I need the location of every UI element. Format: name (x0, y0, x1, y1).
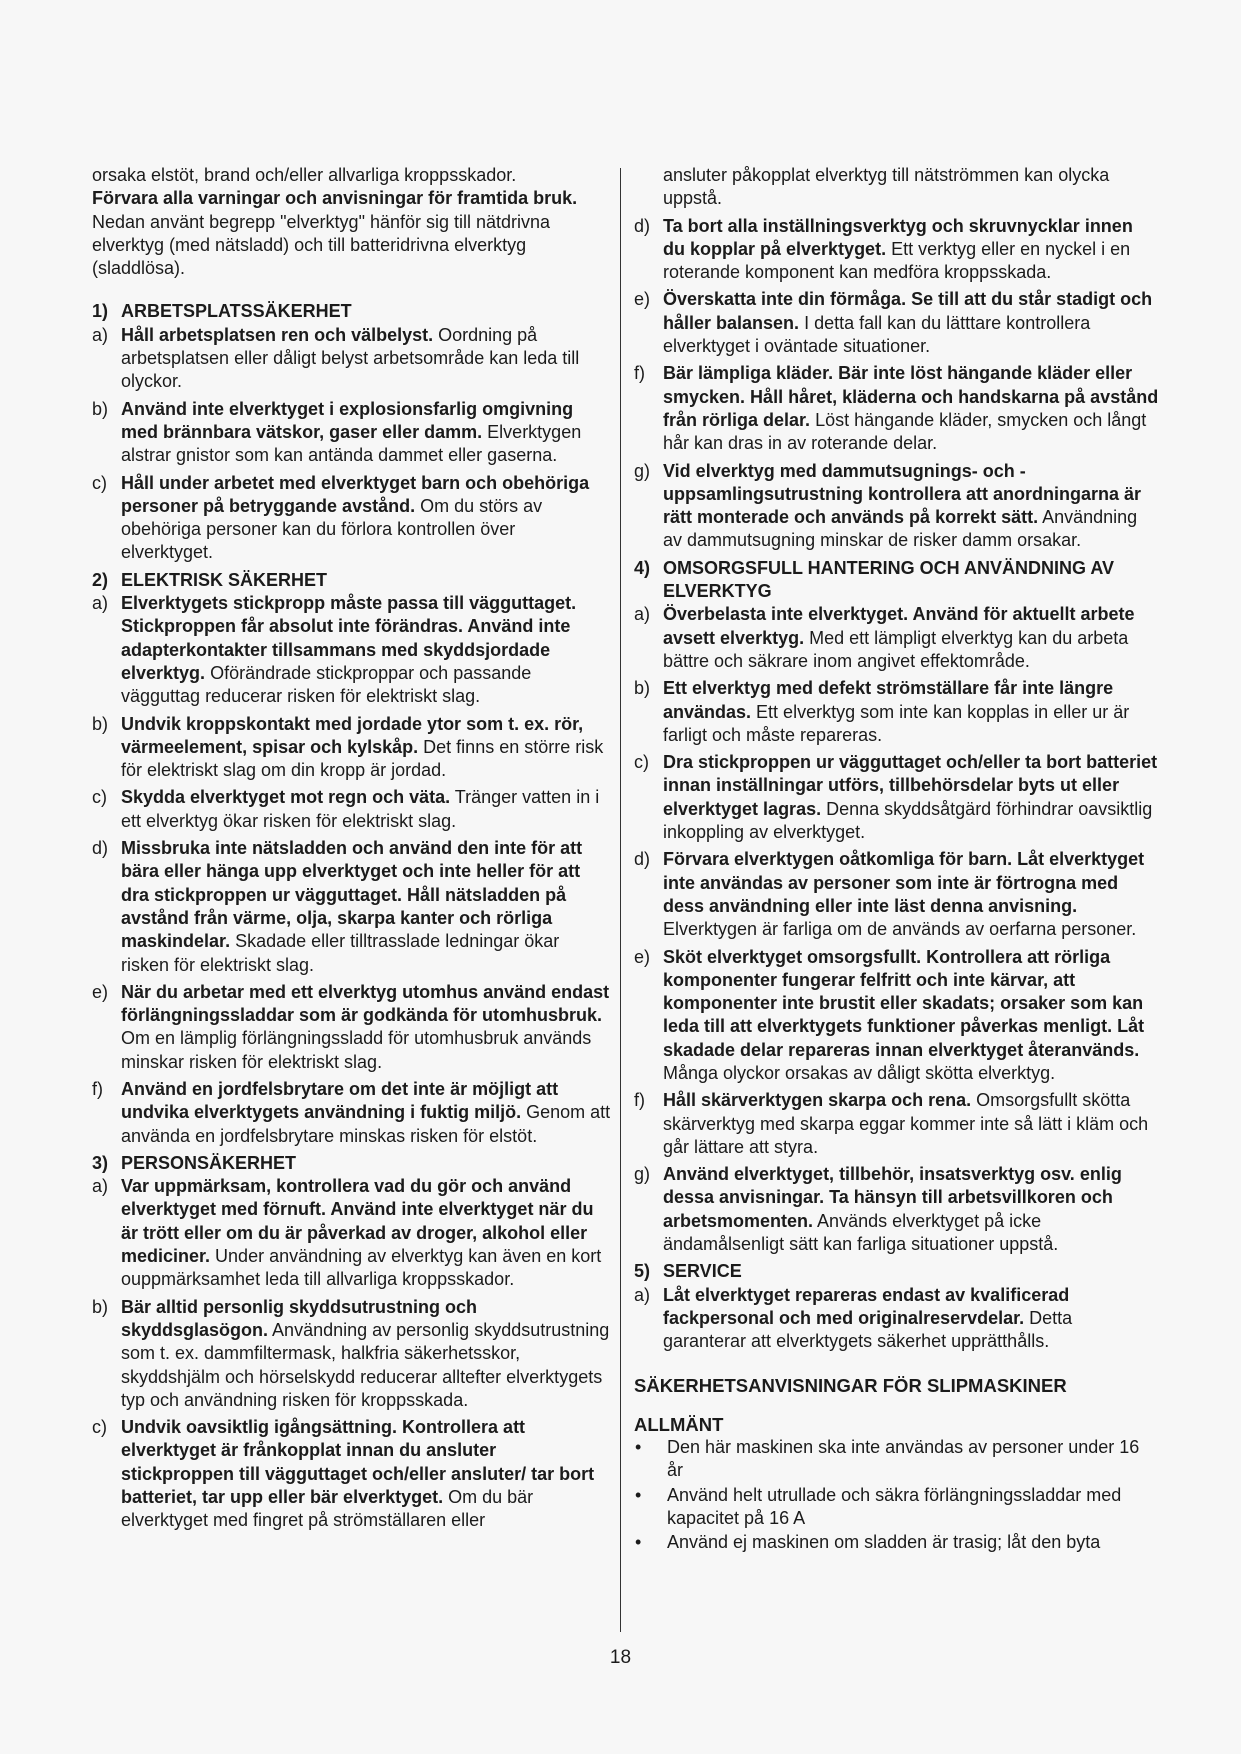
list-item: d) Förvara elverktygen oåtkomliga för barn. Låt elverktyget inte användas av personer som inte är förtrogna med dess användning eller inte läst denna anvisning. Elverktygen är farliga om de används av oerfarna personer. (634, 849, 1145, 940)
list-item: c) Skydda elverktyget mot regn och väta. Tränger vatten in i ett elverktyg ökar risken för elektriskt slag. (92, 787, 600, 831)
general-title: ALLMÄNT (634, 1413, 724, 1435)
list-item: e) När du arbetar med ett elverktyg utomhus använd endast förlängningssladdar som är godkända för utomhusbruk. Om en lämplig förlängningssladd för utomhusbruk används minskar risken för elektriskt slag. (92, 981, 610, 1072)
section-heading: 1) ARBETSPLATSSÄKERHET (92, 301, 352, 322)
list-item: g) Använd elverktyget, tillbehör, insatsverktyg osv. enlig dessa anvisningar. Ta hänsyn till arbetsvillkoren och arbetsmomenten. Används elverktyget på icke ändamålsenligt sätt kan farliga situationer uppstå. (634, 1164, 1122, 1255)
list-item: a) Låt elverktyget repareras endast av kvalificerad fackpersonal och med originalreservdelar. Detta garanterar att elverktygets säkerhet upprätthålls. (634, 1284, 1073, 1352)
intro-bold: Förvara alla varningar och anvisningar för framtida bruk. (92, 188, 578, 209)
list-item: e) Sköt elverktyget omsorgsfullt. Kontrollera att rörliga komponenter fungerar felfritt och inte kärvar, att komponenter inte brustit eller skadats; orsaker som kan leda till att elverktygets funktioner påverkas menligt. Låt skadade delar repareras innan elverktyget återanvänds. Många olyckor orsakas av dåligt skötta elverktyg. (634, 946, 1145, 1083)
right-column (634, 164, 1159, 1556)
list-item: e) Överskatta inte din förmåga. Se till att du står stadigt och håller balansen. I detta fall kan du lätttare kontrollera elverktyget i oväntade situationer. (634, 289, 1153, 357)
left-column (92, 164, 612, 1537)
column-divider (620, 168, 621, 1632)
section-heading: 3) PERSONSÄKERHET (92, 1152, 297, 1173)
bullet-item: • Den här maskinen ska inte användas av personer under 16 år (635, 1437, 1140, 1481)
bullet-item: • Använd ej maskinen om sladden är trasig; låt den byta (635, 1532, 1101, 1553)
list-item: b) Undvik kroppskontakt med jordade ytor som t. ex. rör, värmeelement, spisar och kylskåp. Det finns en större risk för elektriskt slag om din kropp är jordad. (92, 713, 604, 781)
continued-text: ansluter påkopplat elverktyg till nätströmmen kan olycka uppstå. (663, 165, 1110, 209)
list-item: d) Missbruka inte nätsladden och använd den inte för att bära eller hänga upp elverktyget och inte heller för att dra stickproppen ur vägguttaget. Håll nätsladden på avstånd från värme, olja, skarpa kanter och rörliga maskindelar. Skadade eller tilltrasslade ledningar ökar risken för elektriskt slag. (92, 838, 583, 975)
list-item: c) Undvik oavsiktlig igångsättning. Kontrollera att elverktyget är frånkopplat innan du ansluter stickproppen till vägguttaget och/eller ansluter/ tar bort batteriet, tar upp eller bär elverktyget. Om du bär elverktyget med fingret på strömställaren eller (92, 1417, 595, 1531)
intro-text: Nedan använt begrepp "elverktyg" hänför sig till nätdrivna elverktyg (med nätsladd) och till batteridrivna elverktyg (sladdlösa). (92, 211, 551, 279)
list-item: g) Vid elverktyg med dammutsugnings- och -uppsamlingsutrustning kontrollera att anordningarna är rätt monterade och används på korrekt sätt. Användning av dammutsugning minskar de risker damm orsakar. (634, 460, 1142, 551)
list-item: b) Använd inte elverktyget i explosionsfarlig omgivning med brännbara vätskor, gaser eller damm. Elverktygen alstrar gnistor som kan antända dammet eller gaserna. (92, 398, 582, 466)
list-item: f) Bär lämpliga kläder. Bär inte löst hängande kläder eller smycken. Håll håret, kläderna och handskarna på avstånd från rörliga delar. Löst hängande kläder, smycken och långt hår kan dras in av roterande delar. (634, 363, 1159, 454)
list-item: b) Bär alltid personlig skyddsutrustning och skyddsglasögon. Användning av personlig skyddsutrustning som t. ex. dammfiltermask, halkfria säkerhetsskor, skyddshjälm och hörselskydd reducerar alltefter elverktygets typ och användning risken för kroppsskada. (92, 1296, 610, 1410)
list-item: a) Var uppmärksam, kontrollera vad du gör och använd elverktyget med förnuft. Använd inte elverktyget när du är trött eller om du är påverkad av droger, alkohol eller mediciner. Under användning av elverktyg kan även en kort ouppmärksamhet leda till allvarliga kroppsskador. (92, 1176, 602, 1290)
list-item: f) Håll skärverktygen skarpa och rena. Omsorgsfullt skötta skärverktyg med skarpa eggar kommer inte så lätt i kläm och går lättare att styra. (634, 1090, 1149, 1157)
grinder-safety-title: SÄKERHETSANVISNINGAR FÖR SLIPMASKINER (634, 1374, 1067, 1396)
intro-line: orsaka elstöt, brand och/eller allvarliga kroppsskador. (92, 165, 517, 185)
list-item: c) Dra stickproppen ur vägguttaget och/eller ta bort batteriet innan inställningar utförs, tillbehörsdelar byts ut eller elverktyget lagras. Denna skyddsåtgärd förhindrar oavsiktlig inkoppling av elverktyget. (634, 752, 1158, 843)
intro-paragraph (92, 164, 612, 280)
list-item: a) Elverktygets stickpropp måste passa till vägguttaget. Stickproppen får absolut inte förändras. Använd inte adapterkontakter tillsammans med skyddsjordade elverktyg. Oförändrade stickproppar och passande vägguttag reducerar risken för elektriskt slag. (92, 593, 577, 707)
section-heading: 2) ELEKTRISK SÄKERHET (92, 569, 328, 590)
list-item: d) Ta bort alla inställningsverktyg och skruvnycklar innen du kopplar på elverktyget. Ett verktyg eller en nyckel i en roterande komponent kan medföra kroppsskada. (634, 215, 1133, 283)
list-item: c) Håll under arbetet med elverktyget barn och obehöriga personer på betryggande avstånd. Om du störs av obehöriga personer kan du förlora kontrollen över elverktyget. (92, 472, 590, 563)
bullet-item: • Använd helt utrullade och säkra förlängningssladdar med kapacitet på 16 A (635, 1484, 1122, 1529)
section-heading: 5) SERVICE (634, 1261, 742, 1282)
page-number: 18 (609, 1647, 632, 1668)
list-item: b) Ett elverktyg med defekt strömställare får inte längre användas. Ett elverktyg som inte kan kopplas in eller ur är farligt och måste repareras. (634, 678, 1130, 745)
list-item: a) Överbelasta inte elverktyget. Använd för aktuellt arbete avsett elverktyg. Med ett lämpligt elverktyg kan du arbeta bättre och säkrare inom angivet effektområde. (634, 604, 1135, 671)
list-item: f) Använd en jordfelsbrytare om det inte är möjligt att undvika elverktygets användning i fuktig miljö. Genom att använda en jordfelsbrytare minskas risken för elstöt. (92, 1078, 611, 1146)
list-item: a) Håll arbetsplatsen ren och välbelyst. Oordning på arbetsplatsen eller dåligt belyst arbetsområde kan leda till olyckor. (92, 324, 580, 392)
section-heading: 4) OMSORGSFULL HANTERING OCH ANVÄNDNING AV ELVERKTYG (634, 557, 1115, 602)
